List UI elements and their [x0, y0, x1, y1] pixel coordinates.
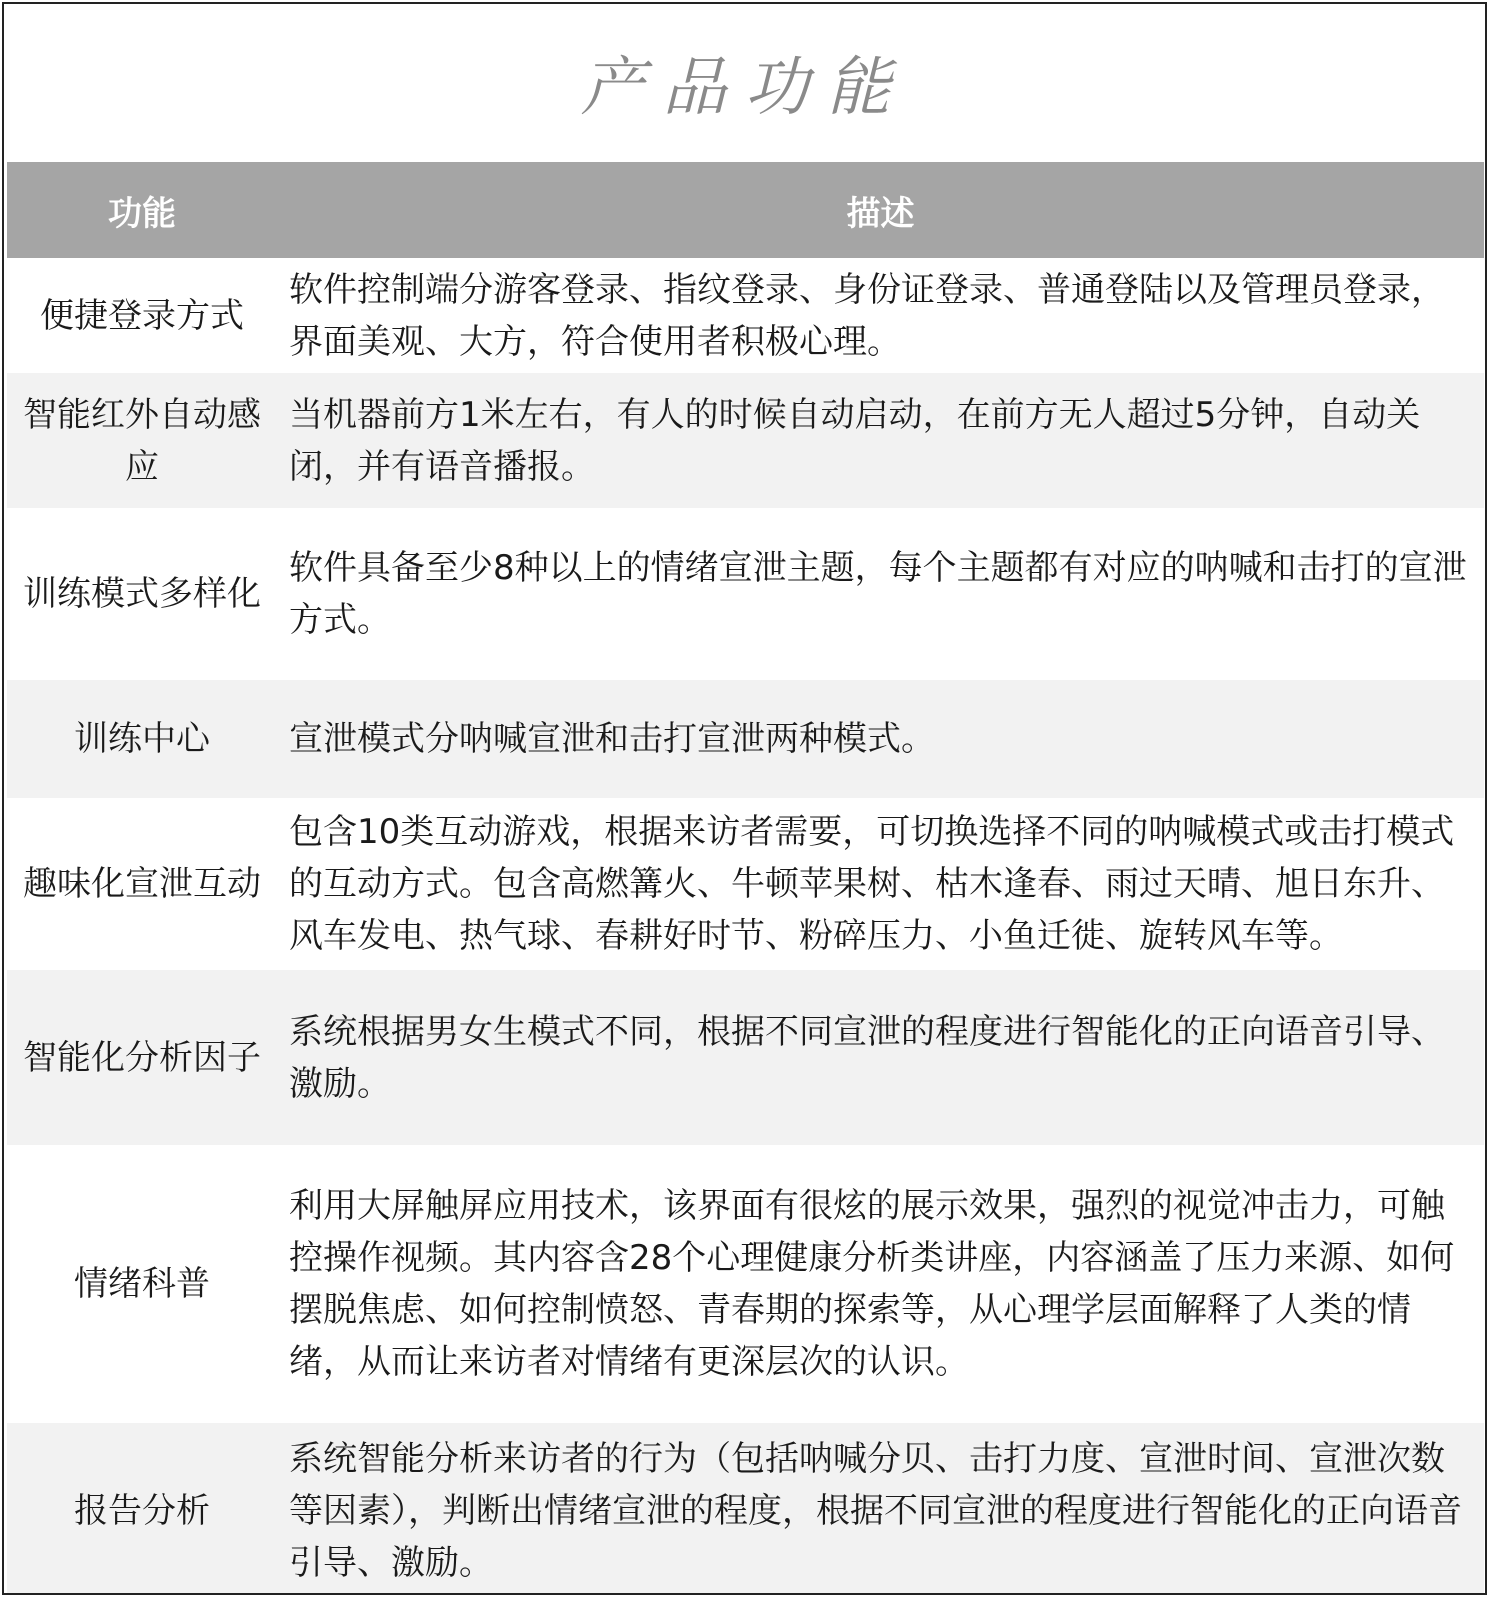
description-cell: 当机器前方1米左右，有人的时候自动启动，在前方无人超过5分钟，自动关闭，并有语音播报。 — [289, 394, 1421, 487]
feature-table — [7, 162, 1484, 1595]
description-cell: 包含10类互动游戏，根据来访者需要，可切换选择不同的呐喊模式或击打模式的互动方式。包含高燃篝火、牛顿苹果树、枯木逢春、雨过天晴、旭日东升、风车发电、热气球、春耕好时节、粉碎压力、小鱼迁徙、旋转风车等。 — [289, 812, 1455, 956]
table-row — [7, 970, 1484, 1145]
table-row — [7, 680, 1484, 798]
table-row — [7, 258, 1484, 373]
description-cell: 软件控制端分游客登录、指纹登录、身份证登录、普通登陆以及管理员登录，界面美观、大方，符合使用者积极心理。 — [289, 269, 1445, 362]
description-cell: 系统根据男女生模式不同，根据不同宣泄的程度进行智能化的正向语音引导、激励。 — [289, 1011, 1445, 1104]
description-cell: 宣泄模式分呐喊宣泄和击打宣泄两种模式。 — [289, 719, 935, 759]
function-cell: 智能化分析因子 — [23, 1037, 261, 1078]
function-cell: 训练模式多样化 — [23, 574, 261, 614]
function-cell: 情绪科普 — [74, 1264, 210, 1304]
table-row — [7, 1423, 1484, 1595]
function-cell: 趣味化宣泄互动 — [23, 864, 261, 904]
page-frame — [2, 2, 1487, 1595]
table-header — [7, 162, 1484, 258]
function-cell: 便捷登录方式 — [40, 295, 244, 336]
description-cell: 系统智能分析来访者的行为（包括呐喊分贝、击打力度、宣泄时间、宣泄次数等因素），判断出情绪宣泄的程度，根据不同宣泄的程度进行智能化的正向语音引导、激励。 — [289, 1439, 1462, 1583]
header-description: 描述 — [846, 193, 915, 234]
description-cell: 软件具备至少8种以上的情绪宣泄主题，每个主题都有对应的呐喊和击打的宣泄方式。 — [289, 548, 1467, 640]
table-row — [7, 373, 1484, 508]
function-cell: 训练中心 — [74, 719, 210, 759]
table-row — [7, 1145, 1484, 1423]
table-row — [7, 798, 1484, 970]
description-cell: 利用大屏触屏应用技术，该界面有很炫的展示效果，强烈的视觉冲击力，可触控操作视频。其内容含28个心理健康分析类讲座，内容涵盖了压力来源、如何摆脱焦虑、如何控制愤怒、青春期的探索等，从心理学层面解释了人类的情绪，从而让来访者对情绪有更深层次的认识。 — [289, 1186, 1455, 1382]
page-title: 产品功能 — [580, 51, 909, 125]
function-cell: 报告分析 — [74, 1491, 210, 1531]
header-function: 功能 — [108, 193, 176, 234]
function-cell: 智能红外自动感应 — [23, 394, 261, 487]
table-row — [7, 508, 1484, 680]
